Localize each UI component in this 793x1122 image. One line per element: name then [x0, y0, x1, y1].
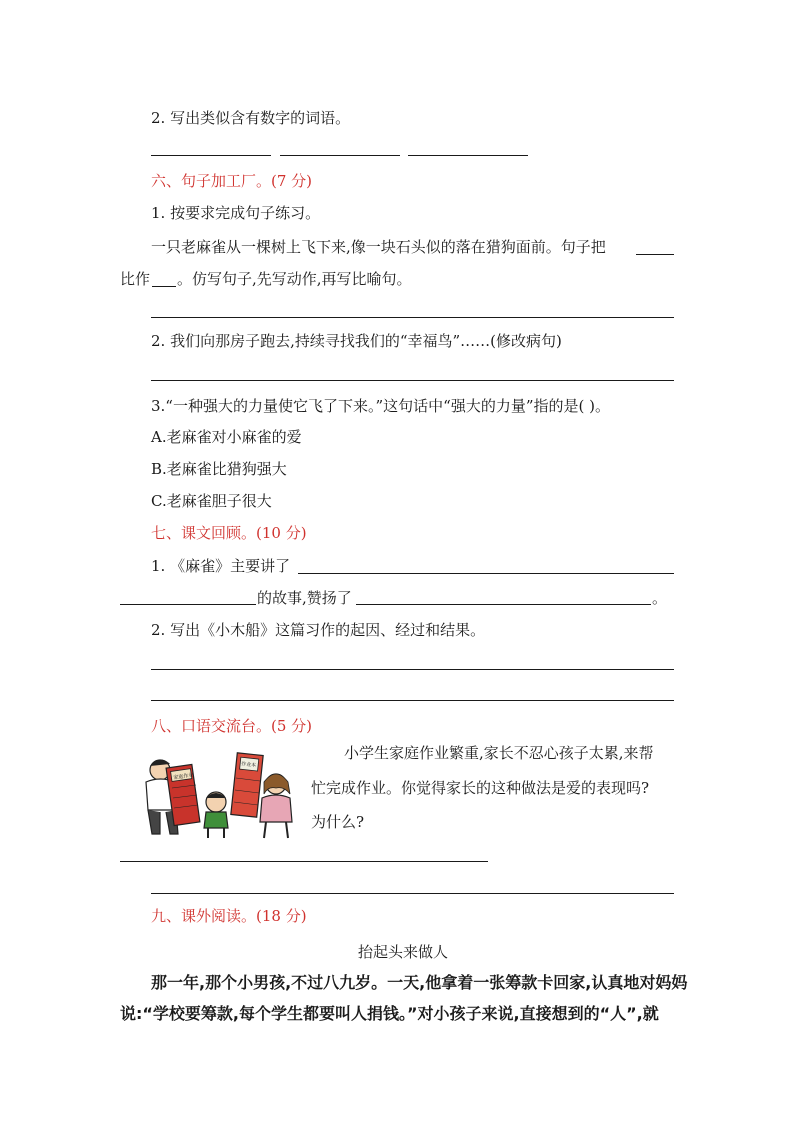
s6-option-a: A.老麻雀对小麻雀的爱 — [151, 428, 302, 446]
answer-blank[interactable] — [356, 604, 651, 605]
section-8-title: 八、口语交流台。(5 分) — [151, 717, 313, 735]
answer-line[interactable] — [151, 380, 674, 381]
section-7-title: 七、课文回顾。(10 分) — [151, 524, 307, 542]
story-title: 抬起头来做人 — [358, 943, 449, 961]
story-para-line2: 说:“学校要筹款,每个学生都要叫人捐钱。”对小孩子来说,直接想到的“人”,就 — [120, 1004, 659, 1023]
answer-line[interactable] — [151, 893, 674, 894]
answer-line[interactable] — [151, 669, 674, 670]
section-9-title: 九、课外阅读。(18 分) — [151, 907, 307, 925]
s6-option-b: B.老麻雀比猎狗强大 — [151, 460, 287, 478]
book-label-left: 家庭作业 — [173, 772, 194, 782]
answer-blank[interactable] — [120, 604, 256, 605]
answer-blank[interactable] — [152, 286, 176, 287]
s6-option-c: C.老麻雀胆子很大 — [151, 492, 272, 510]
parents-doing-homework-illustration — [136, 748, 296, 840]
answer-blank[interactable] — [151, 155, 271, 156]
q5-2-text: 2. 写出类似含有数字的词语。 — [151, 109, 351, 127]
answer-blank[interactable] — [298, 573, 674, 574]
s8-line1: 小学生家庭作业繁重,家长不忍心孩子太累,来帮 — [344, 744, 654, 762]
answer-blank[interactable] — [408, 155, 528, 156]
answer-line[interactable] — [151, 700, 674, 701]
answer-blank[interactable] — [280, 155, 400, 156]
book-label-right: 作业本 — [240, 761, 257, 769]
story-para-line1: 那一年,那个小男孩,不过八九岁。一天,他拿着一张筹款卡回家,认真地对妈妈 — [151, 973, 688, 992]
s6-q2: 2. 我们向那房子跑去,持续寻找我们的“幸福鸟”……(修改病句) — [151, 332, 562, 350]
s6-q1-line1: 一只老麻雀从一棵树上飞下来,像一块石头似的落在猎狗面前。句子把 — [151, 238, 606, 256]
s8-line3: 为什么? — [311, 813, 365, 831]
answer-blank[interactable] — [636, 254, 674, 255]
s7-q2: 2. 写出《小木船》这篇习作的起因、经过和结果。 — [151, 621, 486, 639]
s7-q1c: 。 — [652, 589, 668, 607]
s6-q1-line2a: 比作 — [120, 270, 151, 288]
section-6-title: 六、句子加工厂。(7 分) — [151, 172, 313, 190]
s6-q1-label: 1. 按要求完成句子练习。 — [151, 204, 321, 222]
answer-line[interactable] — [151, 317, 674, 318]
s6-q3: 3.“一种强大的力量使它飞了下来。”这句话中“强大的力量”指的是( )。 — [151, 397, 610, 415]
s7-q1a: 1. 《麻雀》主要讲了 — [151, 557, 291, 575]
s6-q1-line2b: 。仿写句子,先写动作,再写比喻句。 — [177, 270, 412, 288]
answer-line[interactable] — [120, 861, 488, 862]
s7-q1b: 的故事,赞扬了 — [257, 589, 352, 607]
s8-line2: 忙完成作业。你觉得家长的这种做法是爱的表现吗? — [311, 779, 650, 797]
